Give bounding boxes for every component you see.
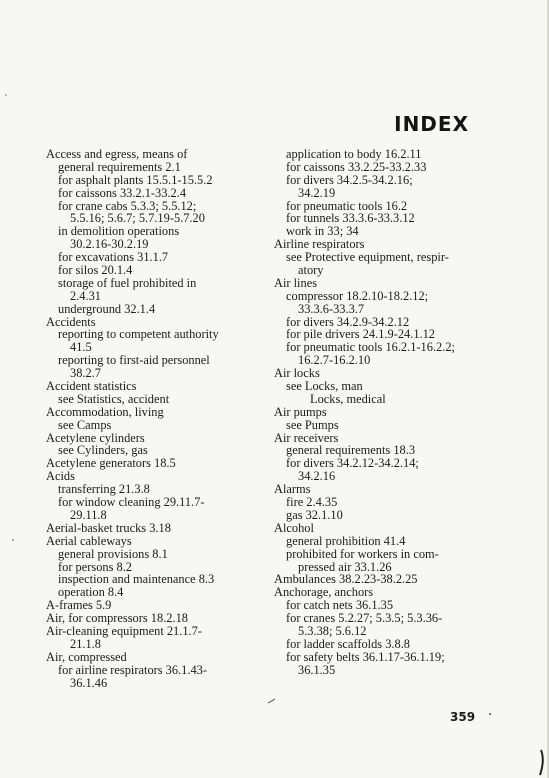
index-heading: Airline respirators	[274, 237, 365, 252]
page-title: INDEX	[394, 112, 469, 136]
index-heading: Air pumps	[274, 404, 327, 419]
index-subentry: for window cleaning 29.11.7-	[58, 495, 205, 510]
index-subentry: operation 8.4	[58, 585, 124, 600]
index-subentry: inspection and maintenance 8.3	[58, 572, 215, 587]
index-subentry: for crane cabs 5.3.3; 5.5.12;	[58, 198, 197, 213]
index-subentry: for catch nets 36.1.35	[286, 598, 394, 613]
index-subentry: for pile drivers 24.1.9-24.1.12	[286, 327, 436, 342]
index-subentry: 5.5.16; 5.6.7; 5.7.19-5.7.20	[70, 211, 205, 226]
index-subentry: 2.4.31	[70, 288, 101, 303]
index-subentry: 16.2.7-16.2.10	[298, 353, 371, 368]
index-subentry: 36.1.35	[298, 662, 336, 677]
index-subentry: 38.2.7	[70, 366, 101, 381]
index-heading: Ambulances 38.2.23-38.2.25	[274, 572, 418, 587]
index-subentry: 29.11.8	[70, 507, 107, 522]
index-subentry: 33.3.6-33.3.7	[298, 301, 365, 316]
index-subentry: reporting to competent authority	[58, 327, 219, 342]
index-subentry: gas 32.1.10	[286, 507, 343, 522]
index-subentry: for silos 20.1.4	[58, 263, 133, 278]
index-heading: Acetylene generators 18.5	[46, 456, 176, 471]
index-subentry: 34.2.19	[298, 185, 336, 200]
index-heading: Alarms	[274, 482, 311, 497]
index-subentry: for persons 8.2	[58, 559, 132, 574]
index-subentry: for safety belts 36.1.17-36.1.19;	[286, 649, 445, 664]
index-subentry: see Statistics, accident	[58, 391, 170, 406]
index-subentry: 41.5	[70, 340, 92, 355]
index-heading: A-frames 5.9	[46, 598, 112, 613]
index-subentry: work in 33; 34	[286, 224, 359, 239]
index-subentry: Locks, medical	[310, 391, 386, 406]
index-heading: Acetylene cylinders	[46, 430, 145, 445]
index-heading: Air locks	[274, 366, 320, 381]
index-subentry: 5.3.38; 5.6.12	[298, 623, 367, 638]
index-subentry: general prohibition 41.4	[286, 533, 406, 548]
index-subentry: see Locks, man	[286, 379, 363, 394]
index-subentry: see Protective equipment, respir-	[286, 250, 449, 265]
index-heading: Air-cleaning equipment 21.1.7-	[46, 623, 202, 638]
index-subentry: for caissons 33.2.25-33.2.33	[286, 159, 427, 174]
index-subentry: prohibited for workers in com-	[286, 546, 439, 561]
index-subentry: storage of fuel prohibited in	[58, 275, 197, 290]
index-subentry: for pneumatic tools 16.2	[286, 198, 408, 213]
index-subentry: 30.2.16-30.2.19	[70, 237, 149, 252]
index-heading: Accommodation, living	[46, 404, 164, 419]
index-subentry: see Cylinders, gas	[58, 443, 148, 458]
index-subentry: for cranes 5.2.27; 5.3.5; 5.3.36-	[286, 611, 443, 626]
index-subentry: transferring 21.3.8	[58, 482, 150, 497]
index-subentry: general requirements 18.3	[286, 443, 416, 458]
index-subentry: for asphalt plants 15.5.1-15.5.2	[58, 172, 213, 187]
index-subentry: for tunnels 33.3.6-33.3.12	[286, 211, 415, 226]
index-subentry: 36.1.46	[70, 675, 108, 690]
index-subentry: 34.2.16	[298, 469, 336, 484]
index-subentry: see Pumps	[286, 417, 339, 432]
index-subentry: general provisions 8.1	[58, 546, 168, 561]
index-subentry: see Camps	[58, 417, 112, 432]
index-subentry: pressed air 33.1.26	[298, 559, 392, 574]
index-heading: Access and egress, means of	[46, 147, 188, 161]
index-heading: Aerial cableways	[46, 533, 132, 548]
index-heading: Aerial-basket trucks 3.18	[46, 520, 171, 535]
index-heading: Air lines	[274, 275, 318, 290]
index-subentry: for airline respirators 36.1.43-	[58, 662, 207, 677]
index-heading: Accidents	[46, 314, 96, 329]
index-subentry: application to body 16.2.11	[286, 147, 422, 161]
page-number: 359	[450, 710, 476, 724]
index-subentry: for caissons 33.2.1-33.2.4	[58, 185, 187, 200]
index-subentry: for divers 34.2.12-34.2.14;	[286, 456, 419, 471]
index-heading: Alcohol	[274, 520, 314, 535]
index-subentry: for pneumatic tools 16.2.1-16.2.2;	[286, 340, 455, 355]
index-subentry: underground 32.1.4	[58, 301, 156, 316]
index-heading: Air receivers	[274, 430, 339, 445]
index-subentry: for excavations 31.1.7	[58, 250, 169, 265]
index-heading: Accident statistics	[46, 379, 137, 394]
index-subentry: for ladder scaffolds 3.8.8	[286, 636, 410, 651]
index-subentry: for divers 34.2.5-34.2.16;	[286, 172, 413, 187]
index-subentry: atory	[298, 263, 324, 278]
index-subentry: fire 2.4.35	[286, 495, 338, 510]
index-subentry: in demolition operations	[58, 224, 180, 239]
index-heading: Acids	[46, 469, 75, 484]
index-subentry: for divers 34.2.9-34.2.12	[286, 314, 410, 329]
index-subentry: 21.1.8	[70, 636, 101, 651]
index-subentry: compressor 18.2.10-18.2.12;	[286, 288, 429, 303]
index-subentry: reporting to first-aid personnel	[58, 353, 210, 368]
index-heading: Air, compressed	[46, 649, 127, 664]
index-heading: Air, for compressors 18.2.18	[46, 611, 188, 626]
index-heading: Anchorage, anchors	[274, 585, 374, 600]
index-subentry: general requirements 2.1	[58, 159, 181, 174]
